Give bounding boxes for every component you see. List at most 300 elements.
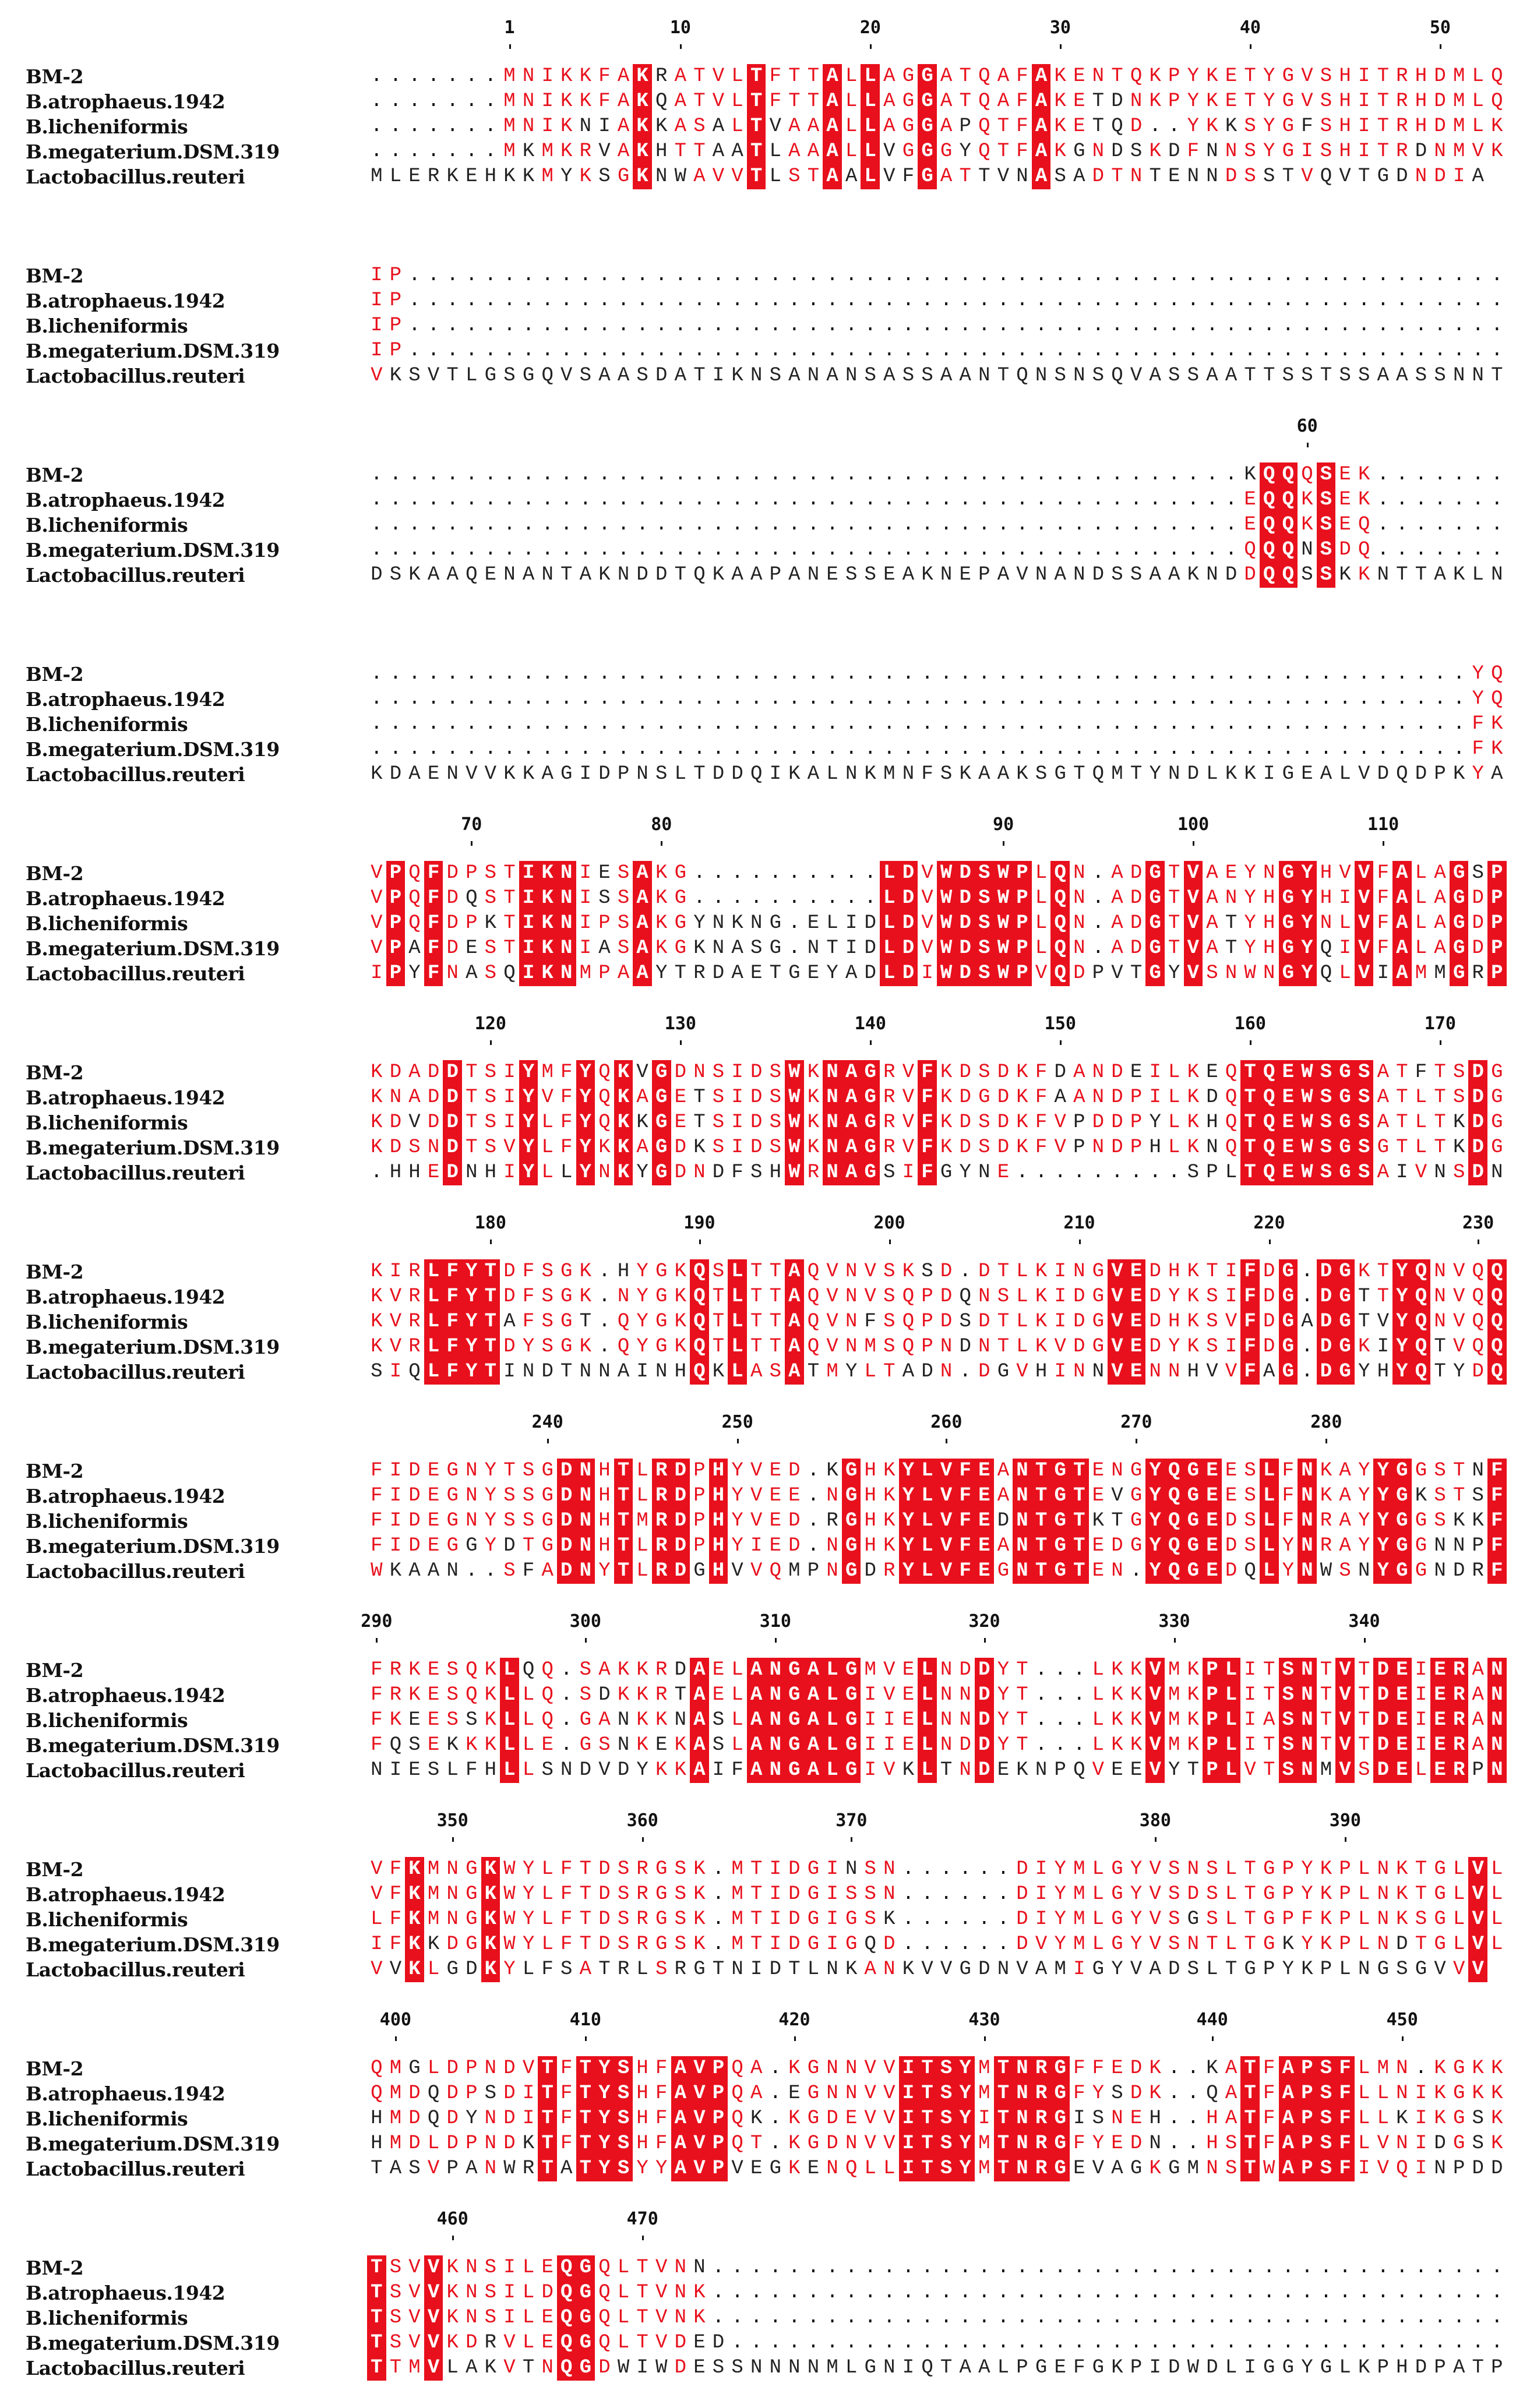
residue: K <box>446 2307 459 2329</box>
residue: . <box>997 289 1010 312</box>
residue: L <box>1168 1061 1180 1083</box>
residue: . <box>1472 2257 1484 2279</box>
residue: . <box>769 514 781 536</box>
residue: L <box>636 1958 648 1980</box>
residue: K <box>1244 464 1256 486</box>
residue: A <box>446 564 459 586</box>
residue: H <box>371 2132 383 2155</box>
residue: Y <box>636 1759 648 1781</box>
residue: . <box>1339 289 1351 312</box>
residue: . <box>940 713 953 735</box>
residue: . <box>1054 514 1066 536</box>
residue: G <box>1491 1061 1503 1083</box>
residue: T <box>503 912 516 934</box>
residue: F <box>1187 140 1200 163</box>
residue: . <box>959 688 971 710</box>
residue: Y <box>997 1659 1010 1681</box>
residue: K <box>826 1460 838 1482</box>
residue: K <box>1187 1261 1200 1283</box>
residue: M <box>731 1883 743 1905</box>
residue: L <box>883 2158 896 2180</box>
residue: . <box>560 1734 573 1756</box>
residue: . <box>807 1460 820 1482</box>
residue: . <box>1377 289 1389 312</box>
residue: D <box>427 1086 440 1108</box>
residue: G <box>902 115 915 137</box>
residue: K <box>1320 1485 1332 1507</box>
residue: S <box>769 365 781 387</box>
residue: Y <box>655 962 668 984</box>
residue: P <box>1487 961 1507 986</box>
tick-mark <box>1193 841 1194 846</box>
residue: N <box>766 1708 785 1733</box>
residue: N <box>1487 1733 1507 1758</box>
residue: I <box>1035 1858 1048 1880</box>
residue: Y <box>1244 862 1256 884</box>
residue: L <box>1222 1658 1241 1683</box>
residue: Q <box>1487 1334 1507 1360</box>
residue: V <box>655 2257 668 2279</box>
residue: . <box>826 688 838 710</box>
residue: V <box>1108 1309 1127 1334</box>
residue: T <box>576 2106 595 2131</box>
residue: V <box>937 1484 956 1509</box>
residue: Y <box>1111 1958 1123 1980</box>
residue: N <box>522 90 535 112</box>
residue: F <box>1282 1510 1294 1532</box>
residue: K <box>389 1709 402 1731</box>
residue: E <box>1092 1460 1105 1482</box>
residue: S <box>1206 1883 1218 1905</box>
residue: T <box>674 962 686 984</box>
residue: Q <box>690 1309 709 1334</box>
residue: P <box>1203 1758 1222 1783</box>
residue: T <box>1032 1534 1051 1559</box>
residue: . <box>769 2282 781 2304</box>
residue: V <box>1092 1759 1105 1781</box>
residue: M <box>1168 1709 1180 1731</box>
residue: P <box>1452 2158 1465 2180</box>
sequence-row <box>0 1907 1516 1932</box>
residue: F <box>655 2107 668 2130</box>
residue: T <box>918 2056 937 2081</box>
sequence-residues <box>367 1459 1507 1484</box>
residue: N <box>1487 1758 1507 1783</box>
residue: Y <box>522 1933 535 1955</box>
residue: I <box>826 1908 838 1930</box>
residue: D <box>712 1161 725 1184</box>
tick-mark <box>1174 1638 1176 1643</box>
position-ruler <box>367 615 1515 656</box>
residue: S <box>674 1908 686 1930</box>
residue: P <box>1203 1658 1222 1683</box>
residue: V <box>1335 1683 1355 1708</box>
residue: K <box>1016 1061 1028 1083</box>
residue: T <box>367 2255 386 2280</box>
residue: . <box>807 862 820 884</box>
residue: T <box>750 2132 763 2155</box>
residue: T <box>918 2106 937 2131</box>
residue: N <box>1434 2158 1446 2180</box>
residue: S <box>712 1136 725 1159</box>
residue: V <box>1016 564 1028 586</box>
residue: K <box>598 564 611 586</box>
residue: L <box>522 1759 535 1781</box>
residue: G <box>861 1060 880 1085</box>
residue: Y <box>1373 1534 1392 1559</box>
residue: A <box>1032 114 1051 139</box>
tick-mark <box>1478 1240 1479 1244</box>
residue: K <box>579 1261 592 1283</box>
residue: E <box>427 763 440 785</box>
residue: G <box>1184 1509 1203 1534</box>
residue: K <box>1358 489 1370 511</box>
residue: G <box>1073 140 1085 163</box>
residue: . <box>883 315 896 337</box>
residue: T <box>1358 1659 1370 1681</box>
residue: . <box>826 862 838 884</box>
residue: N <box>1396 2082 1408 2105</box>
residue: V <box>690 2106 709 2131</box>
residue: . <box>940 2257 953 2279</box>
residue: S <box>1355 1135 1374 1160</box>
residue: . <box>598 713 611 735</box>
residue: L <box>1472 90 1484 112</box>
residue: L <box>1491 1908 1503 1930</box>
residue: . <box>1149 2257 1161 2279</box>
residue: . <box>1301 1286 1313 1308</box>
residue: . <box>1415 738 1427 760</box>
residue: F <box>918 1160 937 1185</box>
residue: . <box>750 289 763 312</box>
sequence-row <box>0 1758 1516 1783</box>
residue: S <box>389 2282 402 2304</box>
residue: I <box>1244 1709 1256 1731</box>
residue: K <box>883 1510 896 1532</box>
sequence-row <box>0 1957 1516 1982</box>
residue: T <box>1149 165 1161 188</box>
residue: G <box>655 1311 668 1333</box>
alignment-block <box>0 1213 1516 1412</box>
residue: . <box>902 489 915 511</box>
residue: K <box>788 2057 801 2079</box>
residue: . <box>598 688 611 710</box>
residue: K <box>614 1160 633 1185</box>
residue: V <box>1184 861 1203 886</box>
residue: . <box>864 489 876 511</box>
residue: W <box>655 2357 668 2379</box>
residue: H <box>1263 937 1275 959</box>
residue: I <box>1339 887 1351 909</box>
residue: D <box>826 2132 838 2155</box>
residue: Y <box>462 1259 481 1284</box>
residue: K <box>674 1759 686 1781</box>
residue: . <box>1491 2307 1503 2329</box>
residue: . <box>883 663 896 685</box>
residue: T <box>636 2307 648 2329</box>
residue: A <box>690 1758 709 1783</box>
residue: S <box>1320 140 1332 163</box>
residue: H <box>1206 2107 1218 2130</box>
residue: R <box>1032 2106 1051 2131</box>
residue: S <box>1317 1135 1336 1160</box>
residue: A <box>1392 886 1412 911</box>
position-label: 360 <box>626 1810 658 1831</box>
residue: N <box>1013 2156 1032 2181</box>
residue: T <box>807 65 820 87</box>
residue: Y <box>595 2131 614 2156</box>
residue: L <box>1339 962 1351 984</box>
residue: I <box>503 1061 516 1083</box>
residue: S <box>1279 1658 1298 1683</box>
residue: . <box>845 464 858 486</box>
residue: . <box>408 514 421 536</box>
residue: L <box>541 1111 553 1134</box>
residue: . <box>788 315 801 337</box>
residue: Q <box>1279 488 1298 513</box>
residue: L <box>1377 2082 1389 2105</box>
residue: . <box>978 2307 990 2329</box>
residue: V <box>466 763 478 785</box>
residue: . <box>1073 539 1085 561</box>
residue: G <box>576 2356 595 2381</box>
residue: . <box>921 2257 933 2279</box>
residue: . <box>1073 340 1085 362</box>
residue: A <box>617 962 630 984</box>
residue: . <box>1472 340 1484 362</box>
residue: D <box>446 2107 459 2130</box>
residue: Q <box>1206 2082 1218 2105</box>
residue: D <box>446 862 459 884</box>
residue: M <box>731 1933 743 1955</box>
residue: L <box>1092 1883 1105 1905</box>
position-ruler <box>367 416 1515 457</box>
residue: . <box>655 264 668 287</box>
residue: Q <box>557 2280 576 2305</box>
residue: D <box>1263 1336 1275 1358</box>
residue: S <box>389 564 402 586</box>
residue: . <box>978 2332 990 2354</box>
residue: L <box>1016 1311 1028 1333</box>
residue: S <box>1111 2082 1123 2105</box>
residue: . <box>788 688 801 710</box>
residue: E <box>1244 514 1256 536</box>
residue: . <box>1377 514 1389 536</box>
residue: . <box>674 464 686 486</box>
residue: L <box>1377 2107 1389 2130</box>
residue: H <box>1149 2107 1161 2130</box>
residue: T <box>481 1259 500 1284</box>
residue: T <box>1320 1659 1332 1681</box>
residue: . <box>997 1858 1010 1880</box>
residue: G <box>1452 2107 1465 2130</box>
residue: . <box>560 688 573 710</box>
residue: Y <box>522 1858 535 1880</box>
residue: . <box>1168 315 1180 337</box>
residue: E <box>541 1734 553 1756</box>
residue: A <box>674 115 686 137</box>
residue: . <box>1396 713 1408 735</box>
residue: A <box>823 64 842 89</box>
residue: . <box>826 2332 838 2354</box>
residue: . <box>1339 2257 1351 2279</box>
residue: K <box>405 1907 424 1932</box>
residue: F <box>1263 2132 1275 2155</box>
residue: . <box>883 264 896 287</box>
residue: E <box>541 2307 553 2329</box>
residue: S <box>1358 365 1370 387</box>
residue: S <box>712 1734 725 1756</box>
residue: M <box>1187 2158 1200 2180</box>
residue: . <box>1206 514 1218 536</box>
residue: . <box>674 340 686 362</box>
residue: K <box>902 1261 915 1283</box>
residue: D <box>1130 937 1143 959</box>
residue: T <box>997 1336 1010 1358</box>
residue: . <box>1434 688 1446 710</box>
position-label: 350 <box>436 1810 468 1831</box>
residue: D <box>788 1908 801 1930</box>
residue: . <box>807 2257 820 2279</box>
residue: G <box>1282 65 1294 87</box>
residue: . <box>1472 2307 1484 2329</box>
residue: . <box>940 340 953 362</box>
residue: . <box>997 2307 1010 2329</box>
position-label: 210 <box>1063 1213 1095 1233</box>
tick-mark <box>452 1837 454 1842</box>
residue: . <box>427 539 440 561</box>
residue: S <box>1279 1733 1298 1758</box>
sequence-name: B.megaterium.DSM.319 <box>26 1136 280 1159</box>
residue: W <box>937 936 956 961</box>
residue: T <box>693 1086 706 1108</box>
residue: G <box>1415 1958 1427 1980</box>
residue: Q <box>902 1336 915 1358</box>
residue: F <box>443 1309 462 1334</box>
residue: G <box>1263 1933 1275 1955</box>
residue: . <box>978 2257 990 2279</box>
residue: K <box>579 1336 592 1358</box>
residue: . <box>1035 2307 1048 2329</box>
residue: E <box>1111 2132 1123 2155</box>
residue: . <box>769 539 781 561</box>
residue: . <box>1187 514 1200 536</box>
residue: Q <box>1472 1311 1484 1333</box>
residue: T <box>1263 1759 1275 1781</box>
residue: Q <box>655 90 668 112</box>
residue: Y <box>1244 912 1256 934</box>
residue: . <box>1187 2257 1200 2279</box>
residue: Y <box>1244 937 1256 959</box>
residue: K <box>1016 763 1028 785</box>
residue: . <box>788 2282 801 2304</box>
sequence-row <box>0 114 1516 139</box>
residue: P <box>1016 2357 1028 2379</box>
residue: . <box>1092 539 1105 561</box>
residue: G <box>1263 1883 1275 1905</box>
residue: E <box>1127 1360 1146 1385</box>
residue: A <box>1206 937 1218 959</box>
position-label: 220 <box>1253 1213 1285 1233</box>
residue: . <box>769 2307 781 2329</box>
residue: S <box>655 763 668 785</box>
residue: . <box>1282 340 1294 362</box>
residue: . <box>1092 1161 1105 1184</box>
residue: K <box>633 114 652 139</box>
residue: . <box>845 738 858 760</box>
sequence-row <box>0 1509 1516 1534</box>
residue: . <box>579 713 592 735</box>
residue: . <box>1225 688 1238 710</box>
residue: A <box>788 140 801 163</box>
residue: N <box>1073 564 1085 586</box>
residue: T <box>918 2081 937 2106</box>
residue: L <box>617 2307 630 2329</box>
residue: E <box>769 1535 781 1557</box>
residue: . <box>1054 688 1066 710</box>
residue: T <box>1187 1759 1200 1781</box>
residue: A <box>674 90 686 112</box>
residue: . <box>1244 688 1256 710</box>
residue: . <box>1130 2282 1143 2304</box>
residue: T <box>367 2356 386 2381</box>
residue: K <box>1016 1086 1028 1108</box>
residue: Q <box>1491 663 1503 685</box>
residue: A <box>1472 1709 1484 1731</box>
residue: A <box>750 2082 763 2105</box>
residue: . <box>1415 315 1427 337</box>
residue: S <box>484 1061 497 1083</box>
residue: K <box>484 1709 497 1731</box>
tick-mark <box>452 2236 454 2240</box>
residue: . <box>1035 340 1048 362</box>
residue: N <box>1491 564 1503 586</box>
residue: . <box>845 688 858 710</box>
residue: L <box>1415 862 1427 884</box>
residue: R <box>1396 115 1408 137</box>
residue: . <box>541 688 553 710</box>
residue: . <box>1111 289 1123 312</box>
residue: I <box>845 912 858 934</box>
residue: L <box>728 1284 747 1309</box>
residue: Y <box>484 1485 497 1507</box>
tick-mark <box>1155 1837 1157 1842</box>
residue: N <box>883 1858 896 1880</box>
residue: . <box>1073 688 1085 710</box>
residue: . <box>978 688 990 710</box>
residue: T <box>560 1361 573 1383</box>
residue: V <box>389 1336 402 1358</box>
residue: M <box>978 2057 990 2079</box>
residue: V <box>864 1261 876 1283</box>
residue: G <box>1282 115 1294 137</box>
residue: G <box>655 1261 668 1283</box>
residue: K <box>1491 713 1503 735</box>
sequence-name: B.atrophaeus.1942 <box>26 2082 225 2105</box>
position-label: 410 <box>569 2010 601 2030</box>
sequence-name: B.atrophaeus.1942 <box>26 1883 225 1906</box>
residue: I <box>1054 1311 1066 1333</box>
residue: A <box>1225 365 1238 387</box>
residue: Q <box>466 1684 478 1706</box>
residue: . <box>1491 2257 1503 2279</box>
residue: T <box>1491 365 1503 387</box>
residue: . <box>1054 489 1066 511</box>
sequence-name: BM-2 <box>26 1460 84 1482</box>
residue: . <box>1491 539 1503 561</box>
sequence-row <box>0 89 1516 114</box>
alignment-block <box>0 615 1516 814</box>
